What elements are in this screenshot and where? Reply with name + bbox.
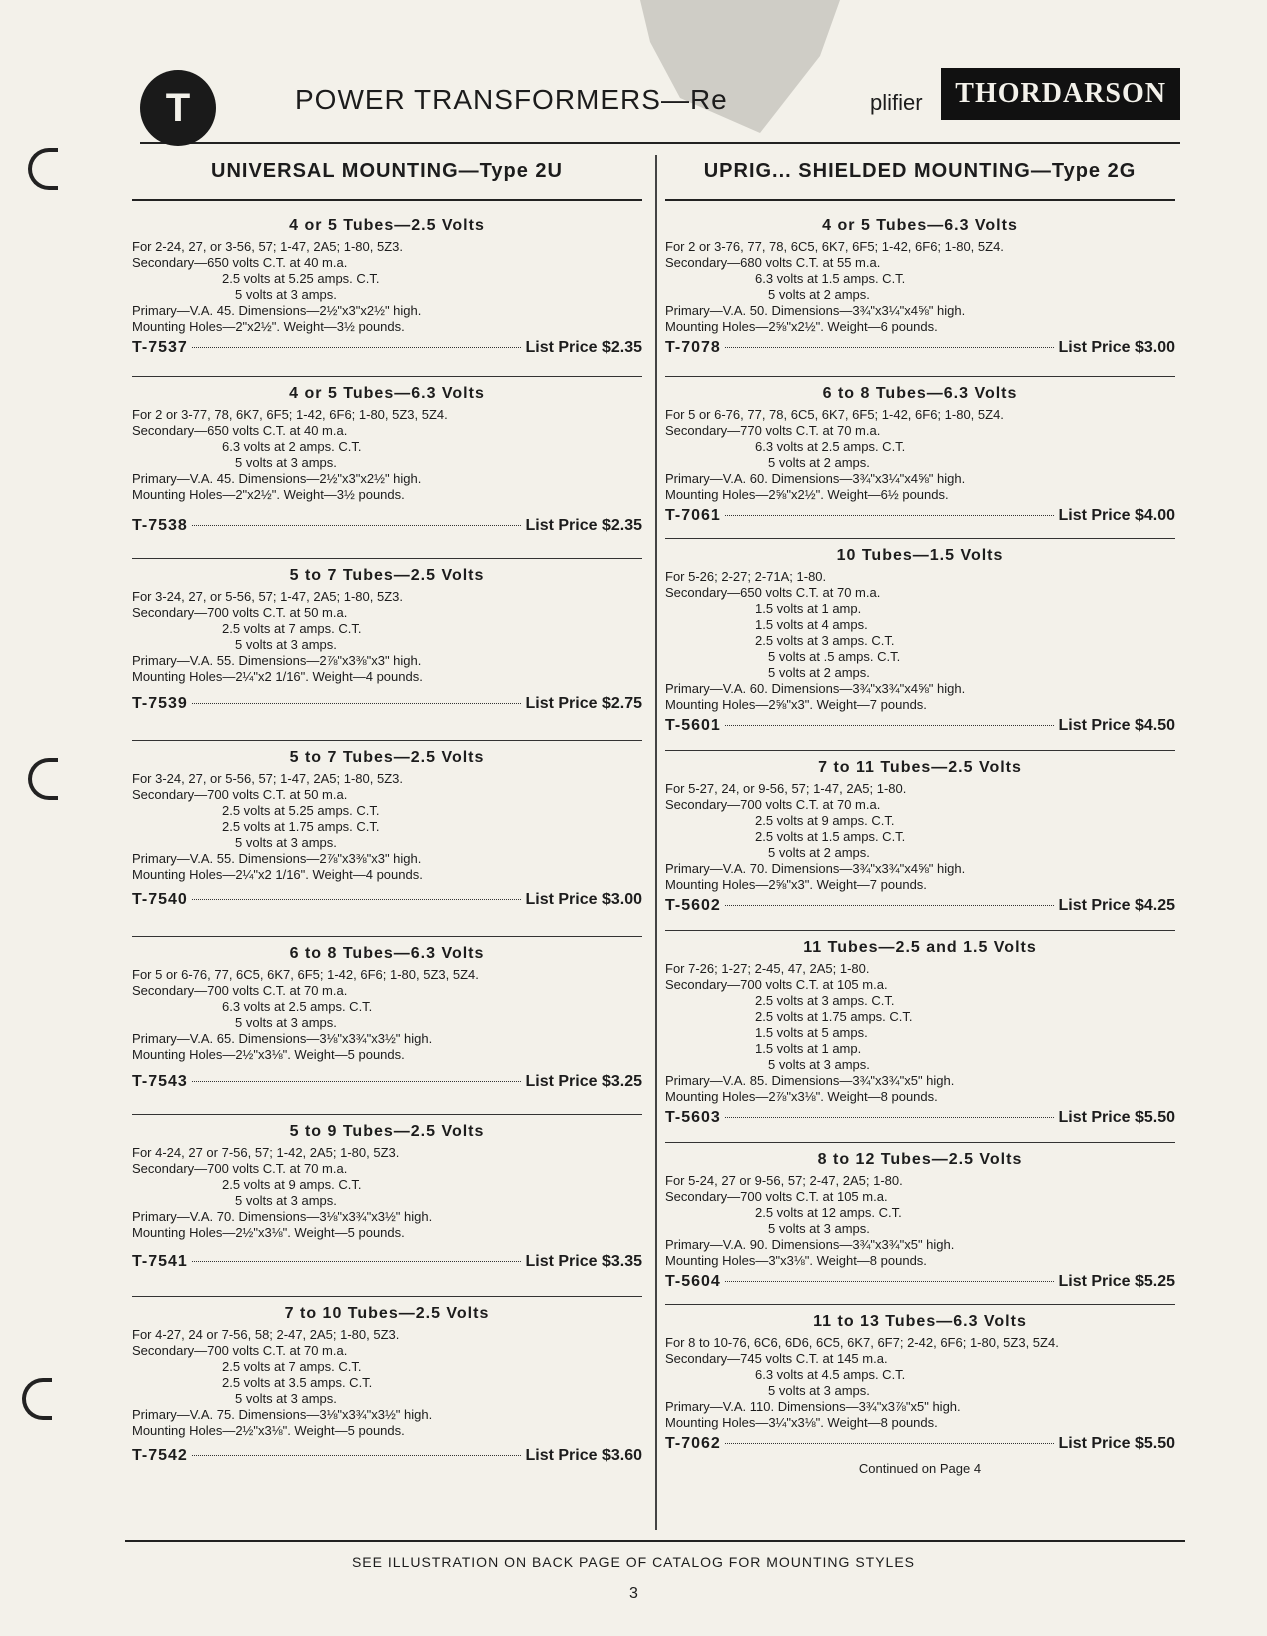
spec-line: 5 volts at 3 amps. — [768, 1221, 870, 1236]
model-number: T-7539 — [132, 695, 188, 712]
spec-line: Secondary—700 volts C.T. at 70 m.a. — [132, 1161, 348, 1176]
spec-line: 1.5 volts at 1 amp. — [755, 1041, 862, 1056]
spec-line: Secondary—650 volts C.T. at 70 m.a. — [665, 585, 881, 600]
spec-line: 2.5 volts at 3 amps. C.T. — [755, 633, 895, 648]
product-entry — [665, 377, 1175, 539]
spec-line: 2.5 volts at 9 amps. C.T. — [222, 1177, 362, 1192]
list-price: List Price $5.50 — [1058, 1109, 1175, 1126]
product-entry — [665, 539, 1175, 751]
order-line — [665, 1273, 1175, 1291]
product-entry — [132, 1297, 642, 1497]
spec-line: Secondary—650 volts C.T. at 40 m.a. — [132, 423, 348, 438]
spec-line: Secondary—680 volts C.T. at 55 m.a. — [665, 255, 881, 270]
leader-dots — [725, 1117, 1055, 1118]
model-number: T-5604 — [665, 1273, 721, 1290]
list-price: List Price $3.00 — [525, 891, 642, 908]
spec-line: Primary—V.A. 65. Dimensions—3⅛"x3¾"x3½" high. — [132, 1031, 433, 1046]
spec-line: For 5-27, 24, or 9-56, 57; 1-47, 2A5; 1-80. — [665, 781, 907, 796]
model-number: T-7540 — [132, 891, 188, 908]
list-price: List Price $5.25 — [1058, 1273, 1175, 1290]
leader-dots — [192, 1455, 522, 1456]
product-entry — [665, 209, 1175, 377]
footer-rule — [125, 1540, 1185, 1542]
order-line — [132, 517, 642, 535]
spec-line: Mounting Holes—3¼"x3⅛". Weight—8 pounds. — [665, 1415, 938, 1430]
model-number: T-7543 — [132, 1073, 188, 1090]
spec-line: 2.5 volts at 9 amps. C.T. — [755, 813, 895, 828]
spec-line: 5 volts at 2 amps. — [768, 287, 870, 302]
spec-line: Secondary—700 volts C.T. at 105 m.a. — [665, 1189, 888, 1204]
leader-dots — [725, 1443, 1055, 1444]
spec-line: Mounting Holes—2½"x3⅛". Weight—5 pounds. — [132, 1225, 405, 1240]
leader-dots — [192, 899, 522, 900]
binder-hole-bottom — [22, 1378, 52, 1420]
spec-line: 2.5 volts at 7 amps. C.T. — [222, 621, 362, 636]
entry-title: 6 to 8 Tubes—6.3 Volts — [289, 945, 485, 962]
entry-title: 5 to 9 Tubes—2.5 Volts — [289, 1123, 485, 1140]
spec-line: 2.5 volts at 5.25 amps. C.T. — [222, 271, 380, 286]
section-heading-universal: UNIVERSAL MOUNTING—Type 2U — [132, 160, 642, 201]
spec-line: 2.5 volts at 5.25 amps. C.T. — [222, 803, 380, 818]
product-entry — [665, 1305, 1175, 1493]
spec-line: Primary—V.A. 55. Dimensions—2⅞"x3⅜"x3" high. — [132, 851, 422, 866]
entry-title: 4 or 5 Tubes—2.5 Volts — [289, 217, 485, 234]
model-number: T-7541 — [132, 1253, 188, 1270]
leader-dots — [192, 703, 522, 704]
entry-title: 5 to 7 Tubes—2.5 Volts — [289, 749, 485, 766]
spec-line: For 4-24, 27 or 7-56, 57; 1-42, 2A5; 1-80, 5Z3. — [132, 1145, 400, 1160]
spec-line: Primary—V.A. 60. Dimensions—3¾"x3¼"x4⅝" high. — [665, 471, 966, 486]
spec-line: Mounting Holes—2⅞"x3⅛". Weight—8 pounds. — [665, 1089, 938, 1104]
product-entry — [665, 931, 1175, 1143]
model-number: T-5601 — [665, 717, 721, 734]
leader-dots — [725, 347, 1055, 348]
entry-title: 4 or 5 Tubes—6.3 Volts — [822, 217, 1018, 234]
left-column — [132, 160, 642, 1497]
spec-line: 2.5 volts at 1.75 amps. C.T. — [755, 1009, 913, 1024]
spec-line: For 2 or 3-77, 78, 6K7, 6F5; 1-42, 6F6; 1-80, 5Z3, 5Z4. — [132, 407, 448, 422]
entry-title: 7 to 10 Tubes—2.5 Volts — [284, 1305, 490, 1322]
list-price: List Price $5.50 — [1058, 1435, 1175, 1452]
order-line — [132, 891, 642, 909]
list-price: List Price $3.00 — [1058, 339, 1175, 356]
spec-line: 5 volts at 2 amps. — [768, 845, 870, 860]
spec-line: 2.5 volts at 12 amps. C.T. — [755, 1205, 902, 1220]
spec-line: Primary—V.A. 50. Dimensions—3¾"x3¼"x4⅝" high. — [665, 303, 966, 318]
spec-line: Secondary—700 volts C.T. at 70 m.a. — [132, 983, 348, 998]
list-price: List Price $2.35 — [525, 517, 642, 534]
leader-dots — [192, 1261, 522, 1262]
spec-line: 2.5 volts at 3.5 amps. C.T. — [222, 1375, 373, 1390]
spec-line: 1.5 volts at 5 amps. — [755, 1025, 868, 1040]
spec-line: 5 volts at .5 amps. C.T. — [768, 649, 901, 664]
spec-line: Secondary—770 volts C.T. at 70 m.a. — [665, 423, 881, 438]
spec-line: Primary—V.A. 45. Dimensions—2½"x3"x2½" high. — [132, 471, 422, 486]
spec-line: 5 volts at 3 amps. — [235, 1193, 337, 1208]
list-price: List Price $2.75 — [525, 695, 642, 712]
order-line — [665, 897, 1175, 915]
spec-line: For 5-26; 2-27; 2-71A; 1-80. — [665, 569, 827, 584]
entry-title: 10 Tubes—1.5 Volts — [836, 547, 1004, 564]
order-line — [132, 1253, 642, 1271]
spec-line: For 4-27, 24 or 7-56, 58; 2-47, 2A5; 1-80, 5Z3. — [132, 1327, 400, 1342]
leader-dots — [192, 525, 522, 526]
entry-title: 7 to 11 Tubes—2.5 Volts — [818, 759, 1022, 776]
leader-dots — [192, 347, 522, 348]
spec-line: 6.3 volts at 2.5 amps. C.T. — [222, 999, 373, 1014]
entry-title: 8 to 12 Tubes—2.5 Volts — [817, 1151, 1023, 1168]
leader-dots — [725, 515, 1055, 516]
spec-line: Secondary—745 volts C.T. at 145 m.a. — [665, 1351, 888, 1366]
spec-line: Primary—V.A. 110. Dimensions—3¾"x3⅞"x5" high. — [665, 1399, 961, 1414]
spec-line: 6.3 volts at 1.5 amps. C.T. — [755, 271, 906, 286]
spec-line: Mounting Holes—2⅝"x2½". Weight—6 pounds. — [665, 319, 938, 334]
spec-line: Mounting Holes—2⅝"x3". Weight—7 pounds. — [665, 877, 927, 892]
page-header — [140, 62, 1180, 144]
spec-line: Secondary—700 volts C.T. at 50 m.a. — [132, 787, 348, 802]
model-number: T-7542 — [132, 1447, 188, 1464]
spec-line: Secondary—700 volts C.T. at 105 m.a. — [665, 977, 888, 992]
spec-line: Primary—V.A. 60. Dimensions—3¾"x3¾"x4⅝" high. — [665, 681, 966, 696]
leader-dots — [725, 725, 1055, 726]
entry-title: 11 Tubes—2.5 and 1.5 Volts — [803, 939, 1037, 956]
spec-line: Mounting Holes—2⅝"x2½". Weight—6½ pounds. — [665, 487, 949, 502]
spec-line: Mounting Holes—2⅝"x3". Weight—7 pounds. — [665, 697, 927, 712]
spec-line: For 3-24, 27, or 5-56, 57; 1-47, 2A5; 1-80, 5Z3. — [132, 771, 403, 786]
spec-line: Secondary—650 volts C.T. at 40 m.a. — [132, 255, 348, 270]
page-title-fragment: plifier — [870, 90, 923, 115]
spec-line: Primary—V.A. 75. Dimensions—3⅛"x3¾"x3½" high. — [132, 1407, 433, 1422]
model-number: T-5603 — [665, 1109, 721, 1126]
order-line — [132, 695, 642, 713]
spec-line: 2.5 volts at 3 amps. C.T. — [755, 993, 895, 1008]
product-entry — [132, 1115, 642, 1297]
order-line — [665, 1435, 1175, 1453]
list-price: List Price $3.35 — [525, 1253, 642, 1270]
spec-line: 2.5 volts at 1.5 amps. C.T. — [755, 829, 906, 844]
spec-line: For 2-24, 27, or 3-56, 57; 1-47, 2A5; 1-80, 5Z3. — [132, 239, 403, 254]
entry-title: 11 to 13 Tubes—6.3 Volts — [813, 1313, 1027, 1330]
spec-line: 5 volts at 3 amps. — [235, 1391, 337, 1406]
spec-line: 5 volts at 3 amps. — [235, 835, 337, 850]
spec-line: Secondary—700 volts C.T. at 50 m.a. — [132, 605, 348, 620]
spec-line: 5 volts at 3 amps. — [768, 1383, 870, 1398]
leader-dots — [725, 905, 1055, 906]
spec-line: For 5 or 6-76, 77, 78, 6C5, 6K7, 6F5; 1-42, 6F6; 1-80, 5Z4. — [665, 407, 1004, 422]
spec-line: For 5-24, 27 or 9-56, 57; 2-47, 2A5; 1-80. — [665, 1173, 903, 1188]
page-title: POWER TRANSFORMERS—Re — [295, 84, 728, 115]
product-entry — [132, 209, 642, 377]
spec-line: Mounting Holes—2¼"x2 1/16". Weight—4 pounds. — [132, 867, 423, 882]
spec-line: Primary—V.A. 70. Dimensions—3⅛"x3¾"x3½" high. — [132, 1209, 433, 1224]
spec-line: For 8 to 10-76, 6C6, 6D6, 6C5, 6K7, 6F7; 2-42, 6F6; 1-80, 5Z3, 5Z4. — [665, 1335, 1059, 1350]
column-divider — [655, 155, 657, 1530]
spec-line: 5 volts at 3 amps. — [235, 287, 337, 302]
footer-note: SEE ILLUSTRATION ON BACK PAGE OF CATALOG FOR MOUNTING STYLES — [351, 1554, 916, 1570]
spec-line: Primary—V.A. 90. Dimensions—3¾"x3¾"x5" high. — [665, 1237, 955, 1252]
spec-line: Mounting Holes—2¼"x2 1/16". Weight—4 pounds. — [132, 669, 423, 684]
binder-hole-middle — [28, 758, 58, 800]
spec-line: Mounting Holes—2"x2½". Weight—3½ pounds. — [132, 319, 405, 334]
order-line — [132, 1073, 642, 1091]
right-column — [665, 160, 1175, 1493]
product-entry — [132, 741, 642, 937]
continued-note: Continued on Page 4 — [858, 1461, 982, 1476]
spec-line: For 2 or 3-76, 77, 78, 6C5, 6K7, 6F5; 1-42, 6F6; 1-80, 5Z4. — [665, 239, 1004, 254]
entry-title: 5 to 7 Tubes—2.5 Volts — [289, 567, 485, 584]
spec-line: 5 volts at 2 amps. — [768, 455, 870, 470]
product-entry — [132, 559, 642, 741]
order-line — [132, 339, 642, 357]
spec-line: 2.5 volts at 1.75 amps. C.T. — [222, 819, 380, 834]
list-price: List Price $4.25 — [1058, 897, 1175, 914]
spec-line: 5 volts at 3 amps. — [235, 637, 337, 652]
spec-line: Secondary—700 volts C.T. at 70 m.a. — [665, 797, 881, 812]
spec-line: 5 volts at 3 amps. — [235, 1015, 337, 1030]
model-number: T-7061 — [665, 507, 721, 524]
model-number: T-7537 — [132, 339, 188, 356]
list-price: List Price $4.00 — [1058, 507, 1175, 524]
product-entry — [665, 751, 1175, 931]
section-heading-shielded: UPRIG... SHIELDED MOUNTING—Type 2G — [665, 160, 1175, 201]
spec-line: Primary—V.A. 85. Dimensions—3¾"x3¾"x5" high. — [665, 1073, 955, 1088]
binder-hole-top — [28, 148, 58, 190]
spec-line: 5 volts at 3 amps. — [768, 1057, 870, 1072]
product-entry — [132, 377, 642, 559]
spec-line: 2.5 volts at 7 amps. C.T. — [222, 1359, 362, 1374]
product-entry — [132, 937, 642, 1115]
product-entry — [665, 1143, 1175, 1305]
model-number: T-7078 — [665, 339, 721, 356]
spec-line: 6.3 volts at 2 amps. C.T. — [222, 439, 362, 454]
spec-line: 1.5 volts at 4 amps. — [755, 617, 868, 632]
spec-line: For 7-26; 1-27; 2-45, 47, 2A5; 1-80. — [665, 961, 870, 976]
page-number: 3 — [629, 1585, 638, 1602]
order-line — [665, 339, 1175, 357]
lightning-logo-icon: T — [140, 70, 216, 146]
spec-line: 5 volts at 2 amps. — [768, 665, 870, 680]
model-number: T-7538 — [132, 517, 188, 534]
spec-line: Primary—V.A. 55. Dimensions—2⅞"x3⅜"x3" high. — [132, 653, 422, 668]
list-price: List Price $2.35 — [525, 339, 642, 356]
order-line — [665, 717, 1175, 735]
leader-dots — [192, 1081, 522, 1082]
entry-title: 6 to 8 Tubes—6.3 Volts — [822, 385, 1018, 402]
order-line — [665, 1109, 1175, 1127]
order-line — [665, 507, 1175, 525]
spec-line: Mounting Holes—3"x3⅛". Weight—8 pounds. — [665, 1253, 927, 1268]
brand-logo: THORDARSON — [941, 68, 1180, 120]
list-price: List Price $4.50 — [1058, 717, 1175, 734]
order-line — [132, 1447, 642, 1465]
spec-line: 6.3 volts at 4.5 amps. C.T. — [755, 1367, 906, 1382]
list-price: List Price $3.60 — [525, 1447, 642, 1464]
spec-line: 6.3 volts at 2.5 amps. C.T. — [755, 439, 906, 454]
spec-line: Primary—V.A. 70. Dimensions—3¾"x3¾"x4⅝" high. — [665, 861, 966, 876]
entry-title: 4 or 5 Tubes—6.3 Volts — [289, 385, 485, 402]
spec-line: Secondary—700 volts C.T. at 70 m.a. — [132, 1343, 348, 1358]
model-number: T-7062 — [665, 1435, 721, 1452]
leader-dots — [725, 1281, 1055, 1282]
model-number: T-5602 — [665, 897, 721, 914]
spec-line: For 3-24, 27, or 5-56, 57; 1-47, 2A5; 1-80, 5Z3. — [132, 589, 403, 604]
spec-line: 1.5 volts at 1 amp. — [755, 601, 862, 616]
list-price: List Price $3.25 — [525, 1073, 642, 1090]
spec-line: Mounting Holes—2½"x3⅛". Weight—5 pounds. — [132, 1423, 405, 1438]
spec-line: 5 volts at 3 amps. — [235, 455, 337, 470]
spec-line: Mounting Holes—2"x2½". Weight—3½ pounds. — [132, 487, 405, 502]
spec-line: Mounting Holes—2½"x3⅛". Weight—5 pounds. — [132, 1047, 405, 1062]
spec-line: For 5 or 6-76, 77, 6C5, 6K7, 6F5; 1-42, 6F6; 1-80, 5Z3, 5Z4. — [132, 967, 479, 982]
spec-line: Primary—V.A. 45. Dimensions—2½"x3"x2½" high. — [132, 303, 422, 318]
